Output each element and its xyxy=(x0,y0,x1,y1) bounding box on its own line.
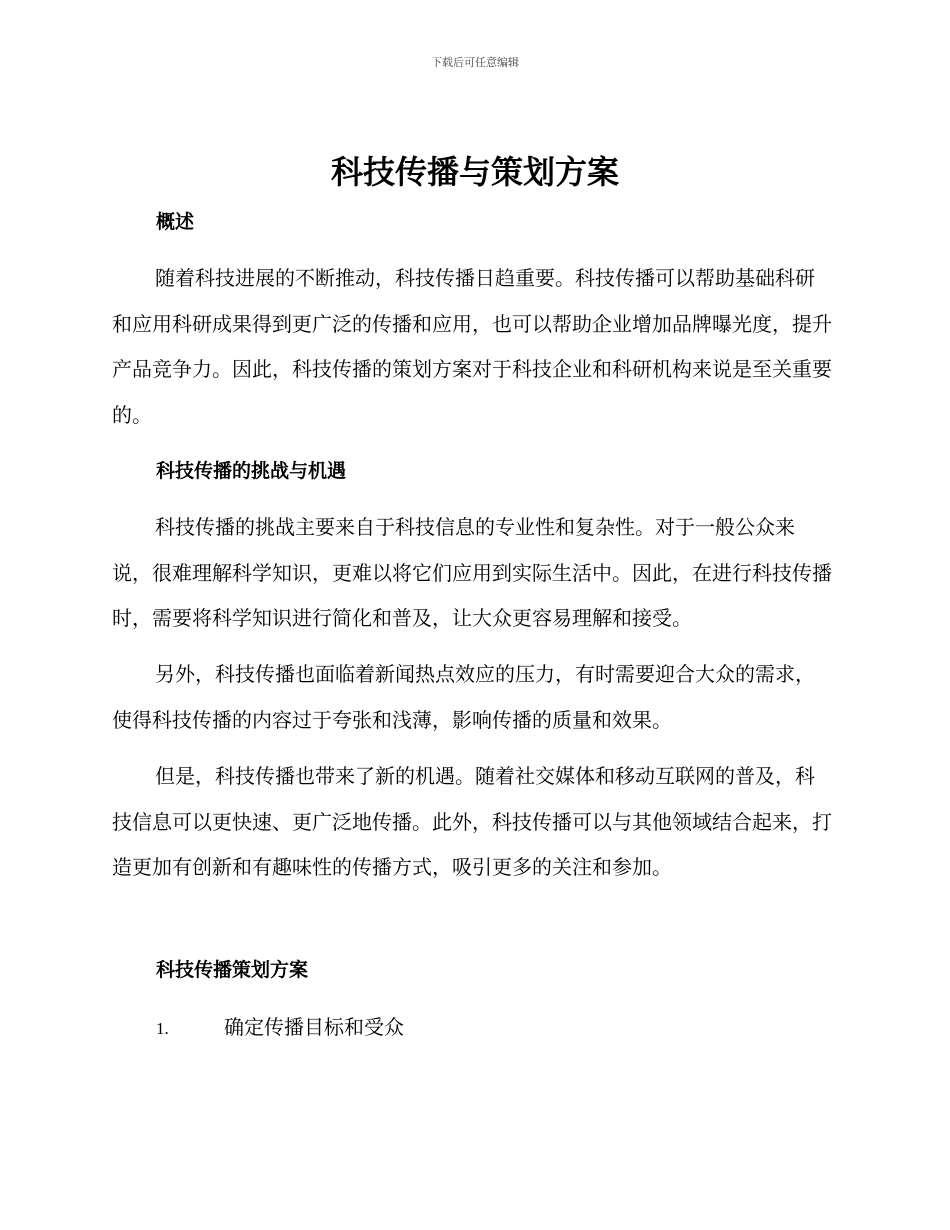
challenges-paragraph-2: 另外，科技传播也面临着新闻热点效应的压力，有时需要迎合大众的需求，使得科技传播的内容过于夸张和浅薄，影响传播的质量和效果。 xyxy=(112,662,815,732)
list-item-text: 确定传播目标和受众 xyxy=(224,1015,404,1039)
section-heading-overview: 概述 xyxy=(156,211,195,233)
list-item-number: 1. xyxy=(156,1019,169,1038)
overview-paragraph: 随着科技进展的不断推动，科技传播日趋重要。科技传播可以帮助基础科研和应用科研成果得到更广泛的传播和应用，也可以帮助企业增加品牌曝光度，提升产品竞争力。因此，科技传播的策划方案对于科技企业和科研机构来说是至关重要的。 xyxy=(112,266,832,428)
header-note: 下载后可任意编辑 xyxy=(431,56,519,69)
challenges-paragraph-3: 但是，科技传播也带来了新的机遇。随着社交媒体和移动互联网的普及，科技信息可以更快速、更广泛地传播。此外，科技传播可以与其他领域结合起来，打造更加有创新和有趣味性的传播方式，吸引更多的关注和参加。 xyxy=(112,764,832,880)
section-heading-plan: 科技传播策划方案 xyxy=(156,959,309,981)
challenges-paragraph-1: 科技传播的挑战主要来自于科技信息的专业性和复杂性。对于一般公众来说，很难理解科学知识，更难以将它们应用到实际生活中。因此，在进行科技传播时，需要将科学知识进行简化和普及，让大众更容易理解和接受。 xyxy=(112,515,832,631)
document-title: 科技传播与策划方案 xyxy=(330,153,619,191)
list-item xyxy=(156,1012,404,1044)
section-heading-challenges: 科技传播的挑战与机遇 xyxy=(156,460,347,482)
